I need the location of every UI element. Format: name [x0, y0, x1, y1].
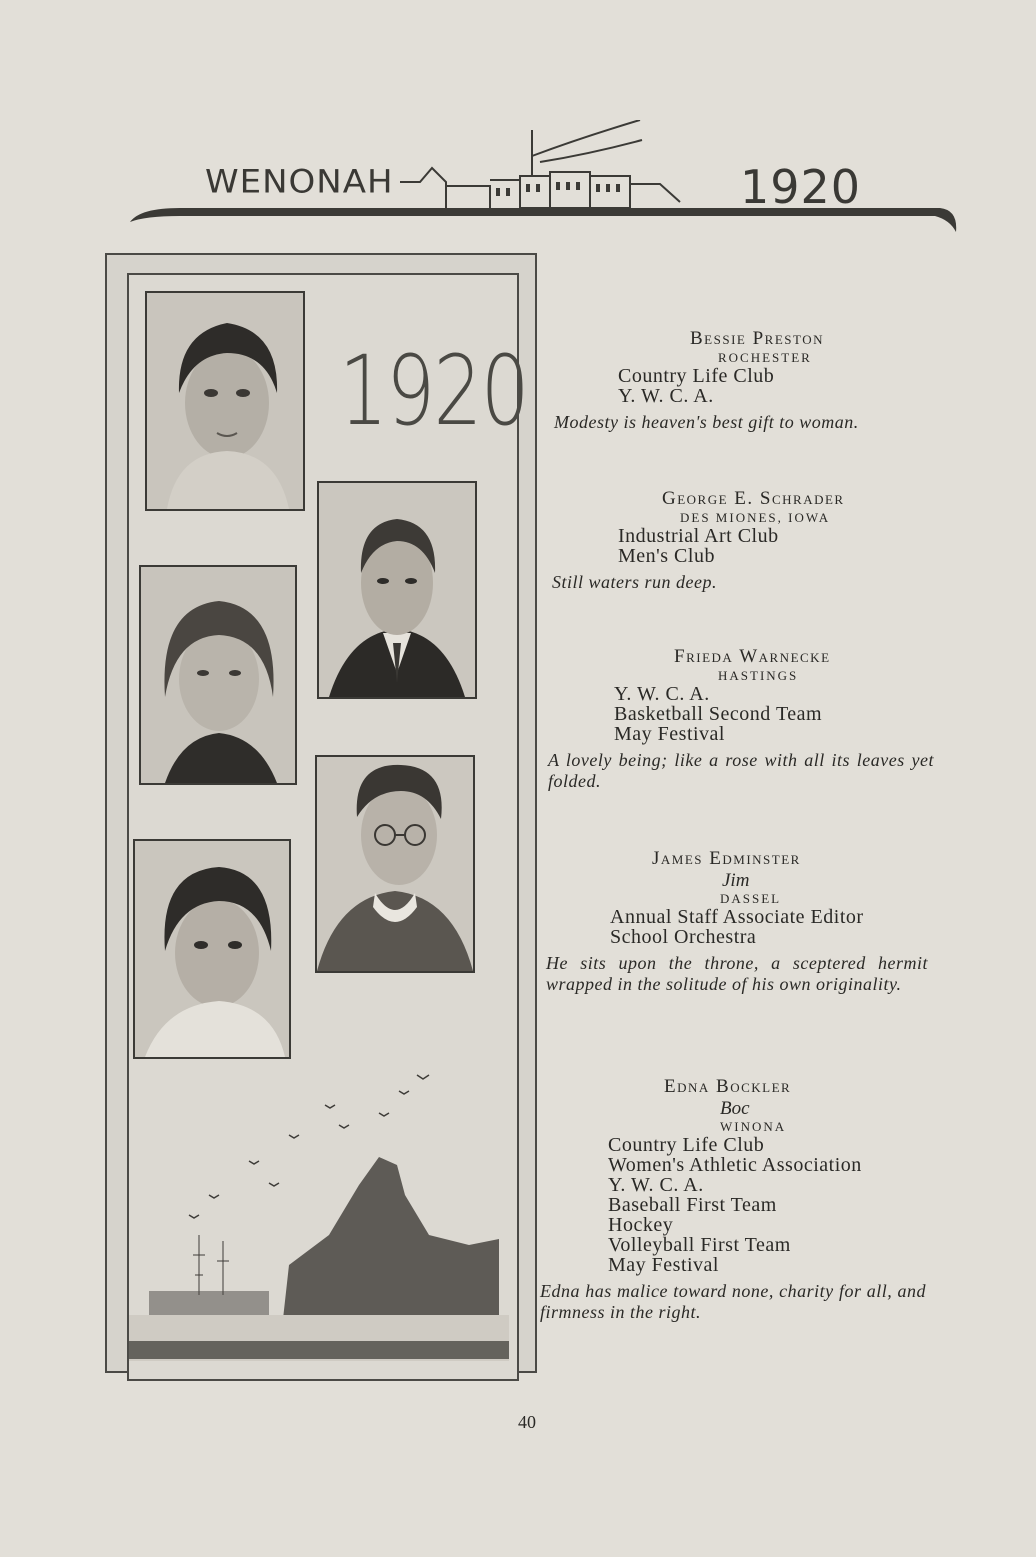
activity: Industrial Art Club [618, 525, 779, 547]
activities-list [540, 907, 940, 947]
activity: Y. W. C. A. [608, 1174, 704, 1196]
activities-list [540, 684, 940, 744]
entry-james-edminster [540, 848, 940, 995]
student-quote: Still waters run deep. [552, 572, 717, 592]
activity: Baseball First Team [608, 1194, 777, 1216]
activity: May Festival [614, 723, 725, 745]
student-quote: Edna has malice toward none, charity for all, and firmness in the right. [540, 1281, 926, 1322]
activity: School Orchestra [610, 926, 757, 948]
header-title: WENONAH [205, 163, 394, 201]
landscape-illustration [129, 1065, 517, 1381]
student-nickname: Jim [722, 870, 750, 891]
student-name: Edna Bockler [664, 1076, 792, 1097]
portrait-george-schrader [317, 481, 477, 699]
student-name: James Edminster [652, 848, 801, 869]
photo-panel-inner [127, 273, 529, 1381]
photo-panel [105, 253, 537, 1373]
activity: Country Life Club [608, 1134, 765, 1156]
student-town: HASTINGS [718, 668, 799, 683]
activity: Men's Club [618, 545, 715, 567]
entry-edna-bockler [540, 1076, 940, 1323]
portrait-james-edminster [315, 755, 475, 973]
student-town: ROCHESTER [718, 350, 812, 365]
student-name: George E. Schrader [662, 488, 845, 509]
student-town: DASSEL [720, 891, 782, 906]
activity: Y. W. C. A. [618, 385, 714, 407]
portrait-frieda-warnecke [139, 565, 297, 785]
page-number: 40 [518, 1412, 536, 1432]
panel-year: 1920 [339, 335, 529, 447]
student-quote: A lovely being; like a rose with all its leaves yet folded. [548, 750, 934, 791]
activity: Basketball Second Team [614, 703, 823, 725]
student-town: WINONA [720, 1119, 787, 1134]
entry-frieda-warnecke [540, 646, 940, 792]
entry-george-schrader [540, 488, 940, 593]
portrait-bessie-preston [145, 291, 305, 511]
activity: Women's Athletic Association [608, 1154, 862, 1176]
header-year: 1920 [740, 160, 862, 214]
activities-list [540, 1135, 940, 1275]
page-header [120, 120, 960, 240]
activity: Y. W. C. A. [614, 683, 710, 705]
activity: Annual Staff Associate Editor [610, 906, 864, 928]
entry-bessie-preston [540, 328, 940, 433]
student-quote: Modesty is heaven's best gift to woman. [554, 412, 859, 432]
student-nickname: Boc [720, 1098, 750, 1119]
portrait-edna-bockler [133, 839, 291, 1059]
student-town: DES MIONES, IOWA [680, 510, 831, 525]
activity: Volleyball First Team [608, 1234, 791, 1256]
activity: Country Life Club [618, 365, 775, 387]
activities-list [540, 526, 940, 566]
activity: May Festival [608, 1254, 719, 1276]
student-quote: He sits upon the throne, a sceptered hermit wrapped in the solitude of his own originality. [546, 953, 928, 994]
activity: Hockey [608, 1214, 674, 1236]
student-name: Frieda Warnecke [674, 646, 831, 667]
student-name: Bessie Preston [690, 328, 824, 349]
activities-list [540, 366, 940, 406]
